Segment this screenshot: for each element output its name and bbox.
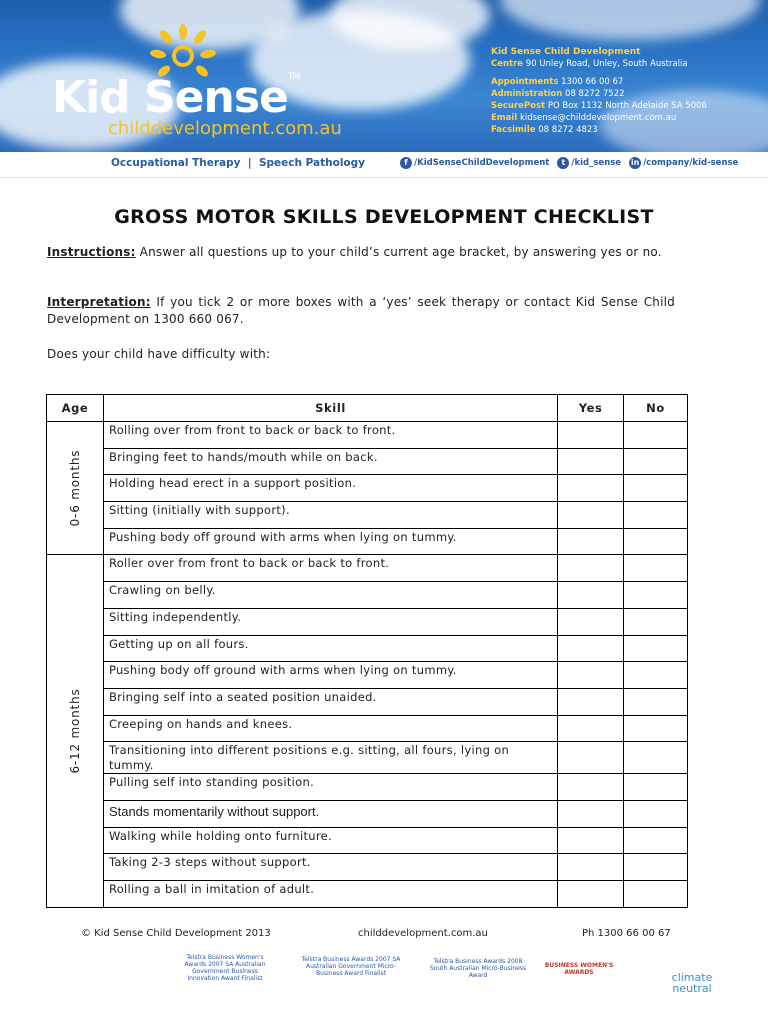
org-name: Kid Sense Child Development [491, 47, 641, 57]
yes-checkbox-cell[interactable] [558, 475, 624, 502]
no-checkbox-cell[interactable] [624, 635, 688, 662]
social-links [400, 157, 738, 169]
table-row [47, 422, 688, 449]
yes-checkbox-cell[interactable] [558, 800, 624, 827]
table-row [47, 528, 688, 555]
table-row [47, 827, 688, 854]
logo-wordmark: Kid Sense™ [52, 72, 300, 123]
award-telstra-2008: Telstra Business Awards 2008 South Australian Micro-Business Award [429, 958, 527, 979]
social-twitter[interactable]: t /kid_sense [557, 157, 621, 169]
no-checkbox-cell[interactable] [624, 608, 688, 635]
services-text: Occupational Therapy | Speech Pathology [111, 157, 365, 169]
table-row [47, 800, 688, 827]
checklist-table [46, 394, 688, 908]
yes-checkbox-cell[interactable] [558, 608, 624, 635]
no-checkbox-cell[interactable] [624, 881, 688, 908]
cloud-decoration [500, 0, 760, 40]
document-title: GROSS MOTOR SKILLS DEVELOPMENT CHECKLIST [114, 206, 654, 228]
yes-checkbox-cell[interactable] [558, 662, 624, 689]
table-row [47, 662, 688, 689]
table-row [47, 608, 688, 635]
age-group-label: 0-6 months [67, 449, 82, 527]
skill-cell: Roller over from front to back or back to front. [103, 555, 557, 582]
contact-block [491, 46, 707, 136]
skill-cell: Creeping on hands and knees. [103, 715, 557, 742]
footer-copyright: © Kid Sense Child Development 2013 [81, 928, 271, 939]
question-text: Does your child have difficulty with: [47, 347, 271, 361]
logo-website: childdevelopment.com.au [108, 118, 342, 139]
table-row [47, 555, 688, 582]
yes-checkbox-cell[interactable] [558, 827, 624, 854]
no-checkbox-cell[interactable] [624, 582, 688, 609]
yes-checkbox-cell[interactable] [558, 448, 624, 475]
contact-email: Email kidsense@childdevelopment.com.au [491, 113, 677, 123]
no-checkbox-cell[interactable] [624, 422, 688, 449]
interpretation-paragraph: Interpretation: If you tick 2 or more boxes with a ‘yes’ seek therapy or contact Kid Sense Child Development on 1300 660 067. [47, 295, 675, 326]
yes-checkbox-cell[interactable] [558, 555, 624, 582]
table-row [47, 715, 688, 742]
award-telstra-micro-2007: Telstra Business Awards 2007 SA Australian Government Micro-Business Award Finalist [301, 956, 401, 977]
no-checkbox-cell[interactable] [624, 448, 688, 475]
footer-phone: Ph 1300 66 00 67 [582, 928, 671, 939]
social-facebook[interactable]: f /KidSenseChildDevelopment [400, 157, 549, 169]
no-checkbox-cell[interactable] [624, 800, 688, 827]
award-business-womens: BUSINESS WOMEN'S AWARDS [544, 962, 614, 976]
no-checkbox-cell[interactable] [624, 662, 688, 689]
no-checkbox-cell[interactable] [624, 854, 688, 881]
skill-cell: Walking while holding onto furniture. [103, 827, 557, 854]
table-row [47, 774, 688, 801]
social-linkedin[interactable]: in /company/kid-sense [630, 158, 739, 168]
no-checkbox-cell[interactable] [624, 528, 688, 555]
header-banner [0, 0, 768, 152]
table-row [47, 448, 688, 475]
yes-checkbox-cell[interactable] [558, 881, 624, 908]
table-header-row [47, 395, 688, 422]
yes-checkbox-cell[interactable] [558, 688, 624, 715]
skill-cell: Sitting independently. [103, 608, 557, 635]
twitter-icon: t [557, 157, 569, 169]
no-checkbox-cell[interactable] [624, 742, 688, 774]
header-skill: Skill [103, 395, 557, 422]
skill-cell: Transitioning into different positions e.g. sitting, all fours, lying on tummy. [103, 742, 557, 774]
no-checkbox-cell[interactable] [624, 715, 688, 742]
award-telstra-women-2007: Telstra Business Women's Awards 2007 SA Australian Government Business Innovation Award Finalist [184, 954, 266, 982]
yes-checkbox-cell[interactable] [558, 854, 624, 881]
climate-neutral-badge: climate neutral [671, 971, 713, 995]
skill-cell: Pulling self into standing position. [103, 774, 557, 801]
contact-appointments: Appointments 1300 66 00 67 [491, 77, 624, 87]
no-checkbox-cell[interactable] [624, 827, 688, 854]
age-group-label: 6-12 months [67, 688, 82, 774]
table-row [47, 854, 688, 881]
yes-checkbox-cell[interactable] [558, 422, 624, 449]
yes-checkbox-cell[interactable] [558, 774, 624, 801]
instructions-paragraph: Instructions: Answer all questions up to your child’s current age bracket, by answering yes or no. [47, 245, 662, 259]
header-age: Age [47, 395, 104, 422]
no-checkbox-cell[interactable] [624, 688, 688, 715]
no-checkbox-cell[interactable] [624, 502, 688, 529]
skill-cell: Pushing body off ground with arms when lying on tummy. [103, 528, 557, 555]
contact-facsimile: Facsimile 08 8272 4823 [491, 125, 598, 135]
table-row [47, 502, 688, 529]
contact-securepost: SecurePost PO Box 1132 North Adelaide SA 5006 [491, 101, 707, 111]
age-group-cell [47, 555, 104, 907]
linkedin-icon: in [630, 158, 640, 167]
yes-checkbox-cell[interactable] [558, 582, 624, 609]
skill-cell: Holding head erect in a support position. [103, 475, 557, 502]
yes-checkbox-cell[interactable] [558, 635, 624, 662]
header-yes: Yes [558, 395, 624, 422]
skill-cell: Pushing body off ground with arms when lying on tummy. [103, 662, 557, 689]
age-group-cell [47, 422, 104, 555]
table-row [47, 742, 688, 774]
skill-cell: Sitting (initially with support). [103, 502, 557, 529]
no-checkbox-cell[interactable] [624, 475, 688, 502]
yes-checkbox-cell[interactable] [558, 742, 624, 774]
table-row [47, 635, 688, 662]
contact-administration: Administration 08 8272 7522 [491, 89, 625, 99]
skill-cell: Getting up on all fours. [103, 635, 557, 662]
yes-checkbox-cell[interactable] [558, 528, 624, 555]
table-row [47, 582, 688, 609]
skill-cell: Rolling over from front to back or back to front. [103, 422, 557, 449]
skill-cell: Rolling a ball in imitation of adult. [103, 881, 557, 908]
table-row [47, 475, 688, 502]
no-checkbox-cell[interactable] [624, 555, 688, 582]
contact-centre: Centre 90 Unley Road, Unley, South Australia [491, 59, 688, 69]
service-bar [0, 152, 768, 178]
table-row [47, 881, 688, 908]
yes-checkbox-cell[interactable] [558, 715, 624, 742]
facebook-icon: f [400, 157, 412, 169]
yes-checkbox-cell[interactable] [558, 502, 624, 529]
skill-cell: Taking 2-3 steps without support. [103, 854, 557, 881]
skill-cell: Bringing self into a seated position unaided. [103, 688, 557, 715]
awards-strip [0, 950, 768, 1020]
skill-cell: Bringing feet to hands/mouth while on back. [103, 448, 557, 475]
footer-website[interactable]: childdevelopment.com.au [358, 928, 488, 939]
no-checkbox-cell[interactable] [624, 774, 688, 801]
table-row [47, 688, 688, 715]
skill-cell: Stands momentarily without support. [103, 800, 557, 827]
skill-cell: Crawling on belly. [103, 582, 557, 609]
header-no: No [624, 395, 688, 422]
